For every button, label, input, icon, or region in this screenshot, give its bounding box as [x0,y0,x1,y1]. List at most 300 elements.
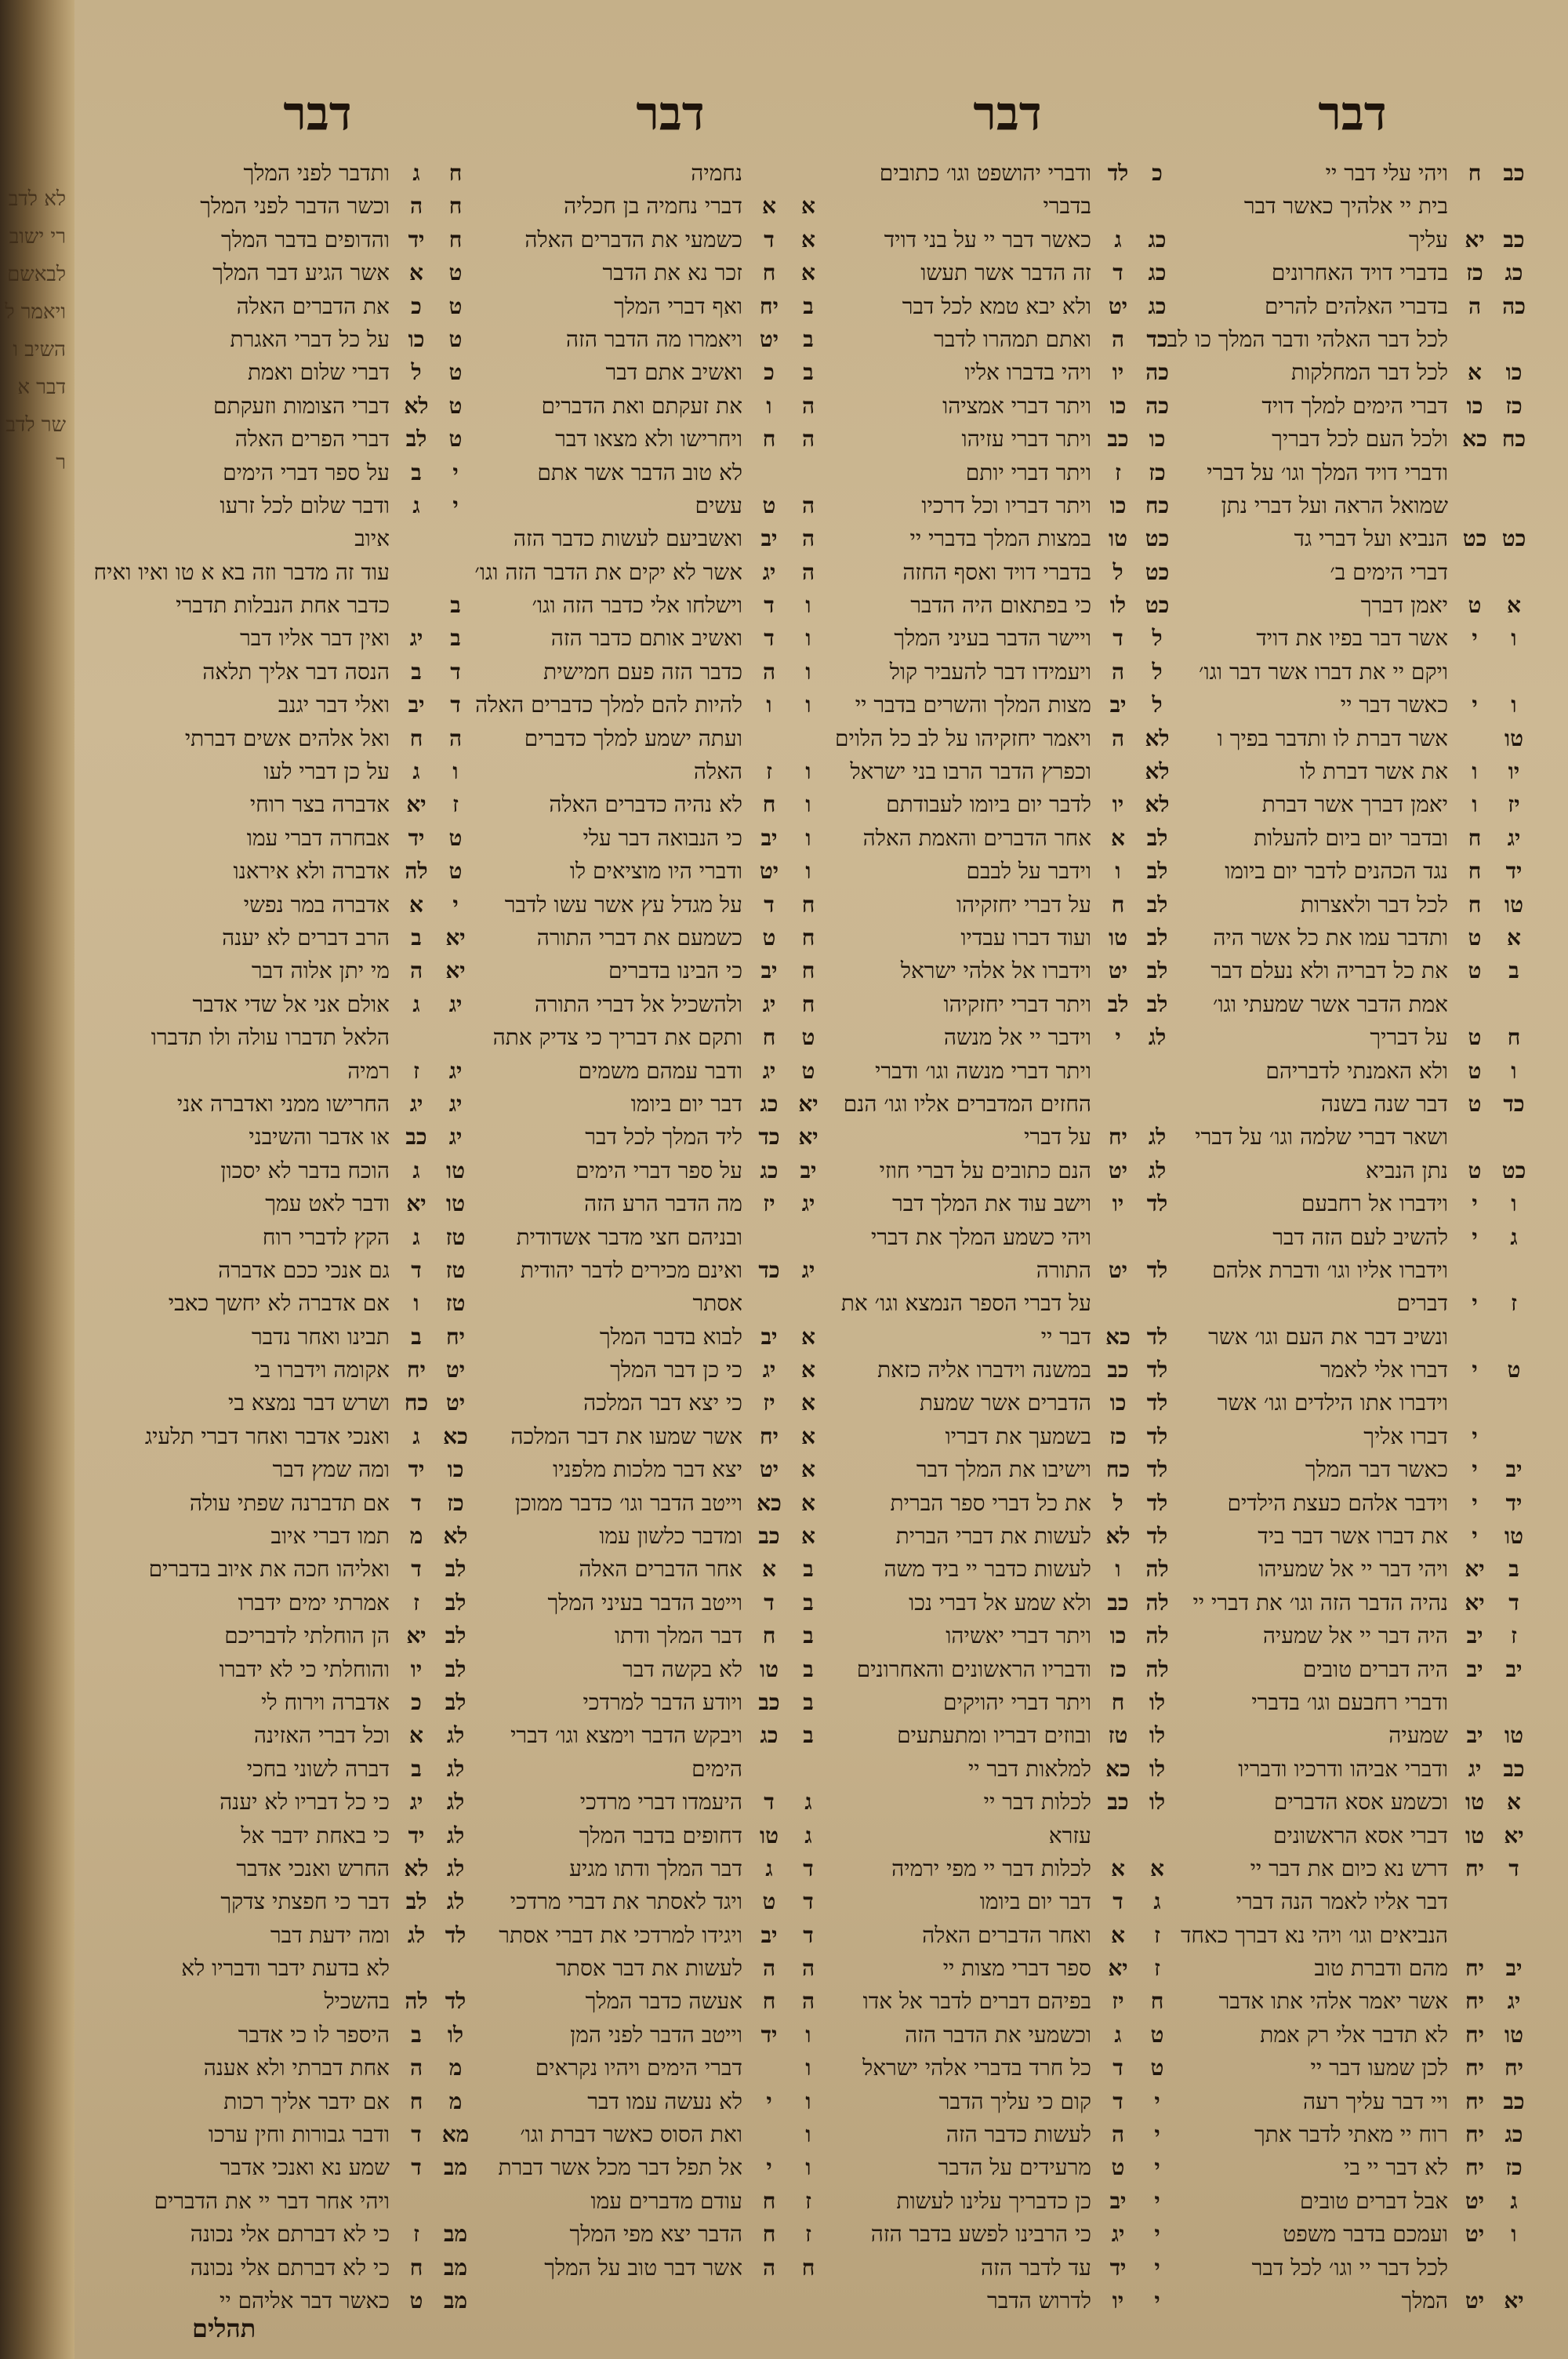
entry-text: כשמעם את דברי התורה [536,924,742,951]
chapter-number: יא [798,1090,818,1117]
concordance-entry [133,456,474,489]
verse-number: כו [1466,392,1483,419]
verse-number: יח [1465,2055,1484,2081]
verse-number: יט [1465,2288,1485,2314]
verse-number: י [1472,1223,1478,1250]
concordance-entry [1188,224,1533,256]
concordance-entry [133,1254,474,1287]
column-4 [93,157,474,2314]
verse-number [1454,1919,1495,1952]
concordance-entry [1188,1420,1533,1453]
concordance-entry [486,2218,827,2251]
concordance-entry [486,1786,827,1819]
entry-text: על כן דברי לעו [263,758,390,785]
chapter-number [1495,1919,1533,1952]
verse-number: יו [1112,791,1124,818]
chapter-number: מב [443,2288,468,2314]
verse-number: לב [405,1888,427,1915]
entry-text: וכשמע אסא הדברים [1273,1789,1448,1816]
entry-text: להשיב לעם הזה דבר [1272,1223,1448,1250]
concordance-entry [486,456,827,489]
concordance-entry [839,1254,1176,1287]
entry-text: הדבר יצא מפי המלך [569,2221,742,2248]
concordance-entry [133,1553,474,1586]
concordance-entry [839,1187,1176,1220]
entry-text: קום כי עליך הדבר [938,2088,1091,2114]
entry-text: היעמדו דברי מרדכי [579,1789,742,1816]
entry-text: הימים [691,1755,742,1782]
chapter-number: יז [1508,791,1520,818]
concordance-entry [839,1819,1176,1852]
entry-text: לבוא בדבר המלך [599,1323,742,1350]
chapter-number: א [801,1323,815,1350]
chapter-number: ל [1152,692,1163,718]
verse-number: כו [1109,1390,1127,1416]
entry-text: ויגידו למרדכי את דברי אסתר [499,1921,742,1948]
concordance-entry [1188,1985,1533,2018]
entry-text: דבר יום ביומו [630,1090,742,1117]
chapter-number: טו [1504,2021,1524,2048]
entry-text: את כל דבריה ולא נעלם דבר [1210,958,1448,984]
concordance-entry [839,1653,1176,1686]
concordance-entry [1188,1121,1533,1154]
concordance-entry [839,622,1176,655]
chapter-number: לב [445,1656,466,1682]
concordance-entry [1188,1686,1533,1719]
verse-number: יג [762,558,776,585]
entry-text: עליך [1408,226,1448,253]
chapter-number: ב [450,625,461,652]
concordance-entry [486,1021,827,1054]
chapter-number: לו [447,2021,464,2048]
chapter-number: כט [1501,1157,1526,1183]
entry-text: דבר המלך ודתו מגיע [569,1855,742,1881]
chapter-number: כח [1145,492,1170,518]
verse-number: לא [404,1855,429,1881]
concordance-entry [839,2284,1176,2317]
entry-text: וידברו אתו הילדים וגו׳ אשר [1217,1390,1448,1416]
concordance-entry [1188,1753,1533,1786]
entry-text: אשר דבר טוב על המלך [544,2254,742,2281]
entry-text: היה דברים טובים [1302,1656,1448,1682]
chapter-number: י [1154,2288,1160,2314]
concordance-entry [1188,1885,1533,1918]
verse-number: ד [1112,1888,1123,1915]
verse-number: ח [1468,824,1482,851]
chapter-number: ו [805,791,811,818]
verse-number: ט [762,1888,776,1915]
entry-text: זה הדבר אשר תעשו [920,260,1091,286]
entry-text: על דברי הספר הנמצא וגו׳ את [840,1290,1091,1317]
verse-number: כט [1462,525,1487,552]
chapter-number: ו [805,2055,811,2081]
chapter-number: לד [445,1988,466,2015]
concordance-entry [486,1852,827,1885]
verse-number: יד [408,824,425,851]
chapter-number: לב [1146,924,1168,951]
concordance-entry [133,1055,474,1088]
chapter-number: יג [448,990,463,1017]
entry-text: לכן שמעו דבר יי [1310,2055,1448,2081]
verse-number: יח [1465,2154,1484,2181]
chapter-number: א [801,1357,815,1383]
chapter-number: ח [801,924,815,951]
entry-text: עוד זה מדבר וזה בא א טו ואיו ואיח [93,558,390,585]
verse-number: ח [762,791,776,818]
chapter-number: כח [1501,426,1526,453]
verse-number: ה [1111,725,1125,751]
verse-number: כו [408,325,425,352]
concordance-entry [486,1819,827,1852]
entry-text: ודברי רחבעם וגו׳ בדברי [1251,1688,1448,1715]
book-binding [0,0,74,2359]
verse-number: ג [412,1423,420,1449]
entry-text: לא בקשה דבר [622,1656,742,1682]
concordance-entry [839,1221,1176,1254]
entry-text: אם תדברנה שפתי עולה [189,1489,390,1516]
chapter-number: לד [1146,1190,1168,1217]
verse-number: יב [1466,1722,1483,1749]
chapter-number: ג [1153,1888,1161,1915]
concordance-entry [133,1287,474,1320]
entry-text: דברי הימים למלך דויד [1261,392,1448,419]
chapter-number: י [1154,2187,1160,2214]
chapter-number: א [801,1390,815,1416]
chapter-number: א [801,260,815,286]
verse-number: כד [758,1256,780,1283]
verse-number: לב [405,426,427,453]
chapter-number: טז [445,1223,466,1250]
concordance-entry [133,2218,474,2251]
entry-text: בדברי דויד ואסף החזה [902,558,1091,585]
chapter-number: ח [801,891,815,918]
entry-text: ולא שמע אל דברי נכו [909,1589,1091,1616]
concordance-entry [133,157,474,190]
entry-text: כאשר דבר יי על בני דויד [884,226,1091,253]
concordance-entry [839,889,1176,921]
concordance-entry [133,1088,474,1121]
entry-text: היה דבר יי אל שמעיה [1262,1623,1448,1649]
concordance-entry [133,1786,474,1819]
chapter-number: יג [448,1057,463,1084]
chapter-number: לד [1146,1256,1168,1283]
running-header-1: דבר [1318,86,1387,141]
chapter-number [1495,1121,1533,1154]
verse-number [749,1221,789,1254]
entry-text: לעשות כדבר יי ביד משה [884,1556,1091,1583]
concordance-entry [486,489,827,522]
concordance-entry [133,1653,474,1686]
verse-number: לה [405,858,428,885]
concordance-entry [133,822,474,855]
entry-text: הנם כתובים על דברי חוזי [879,1157,1091,1183]
chapter-number: י [1154,2154,1160,2181]
verse-number [1454,456,1495,489]
verse-number [1454,2252,1495,2284]
concordance-entry [486,1387,827,1419]
verse-number: כג [760,1157,779,1183]
verse-number: ט [1111,2154,1125,2181]
chapter-number: טו [445,1190,466,1217]
entry-text: לא תדבר אלי רק אמת [1260,2021,1448,2048]
verse-number: א [1111,1921,1125,1948]
entry-text: את הדברים האלה [236,293,390,319]
concordance-entry [133,656,474,689]
concordance-entry [133,622,474,655]
entry-text: דברו אלי לאמר [1319,1357,1448,1383]
entry-text: אם ידבר אליך רכות [223,2088,390,2114]
verse-number: יט [1108,958,1128,984]
entry-text: כי הנבואה דבר עלי [583,824,742,851]
entry-text: לא נעשה עמו דבר [587,2088,742,2114]
concordance-entry [133,589,474,622]
entry-text: זכר נא את הדבר [602,260,742,286]
verse-number: י [1472,1190,1478,1217]
entry-text: ותדבר לפני המלך [243,160,390,186]
chapter-number: ו [1511,2221,1517,2248]
concordance-entry [839,157,1176,190]
verse-number: ב [411,2021,422,2048]
verse-number: י [1472,1357,1478,1383]
verse-number [396,1952,437,1985]
chapter-number: לו [1149,1789,1166,1816]
concordance-entry [839,522,1176,555]
entry-text: האלה [693,758,742,785]
concordance-entry [839,1121,1176,1154]
verse-number: ח [762,1024,776,1051]
concordance-entry [839,1553,1176,1586]
entry-text: ויתר דברי אמציהו [942,392,1091,419]
entry-text: וידבר על לבבם [966,858,1091,885]
concordance-entry [1188,855,1533,888]
entry-text: הוכח בדבר לא יסכון [220,1157,390,1183]
verse-number: כז [1109,1423,1127,1449]
verse-number: ב [411,924,422,951]
concordance-entry [839,1021,1176,1054]
concordance-entry [1188,1088,1533,1121]
entry-text: ודבר שלום לכל זרעו [220,492,390,518]
verse-number: יו [1112,2288,1124,2314]
verse-number: ד [764,592,775,619]
chapter-number: ט [801,1024,815,1051]
entry-text: בשמעך את דבריו [945,1423,1091,1449]
entry-text: לכל דבר המחלקות [1291,359,1448,386]
chapter-number: ג [804,1822,812,1848]
chapter-number: לג [446,1722,465,1749]
chapter-number: כה [1145,392,1169,419]
chapter-number: ב [803,1656,814,1682]
concordance-entry [133,921,474,954]
entry-text: ויאמר יחזקיהו על לב כל הלוים [835,725,1091,751]
chapter-number: ח [801,958,815,984]
verse-number: י [1472,1523,1478,1550]
entry-text: בדברי דויד האחרונים [1271,260,1448,286]
verse-number: ו [766,692,772,718]
concordance-entry [1188,256,1533,289]
entry-text: בדברי האלהים להרים [1264,293,1448,319]
chapter-number [1138,1055,1176,1088]
concordance-entry [839,1321,1176,1354]
entry-text: דבר יי [1040,1323,1091,1350]
entry-text: החזים המדברים אליו וגו׳ הנם [843,1090,1091,1117]
chapter-number: יט [445,1357,466,1383]
concordance-entry [1188,822,1533,855]
entry-text: ולכל העם לכל דבריך [1272,426,1448,453]
entry-text: נגד הכהנים לדבר יום ביומו [1225,858,1448,885]
concordance-entry [133,1453,474,1486]
entry-text: ואינם מכירים לדבר יהודית [520,1256,742,1283]
chapter-number [437,1952,474,1985]
entry-text: לכל דבר האלהי ודבר המלך כו לב [1167,325,1448,352]
concordance-entry [1188,988,1533,1021]
entry-text: כי כן דבר המלך [610,1357,742,1383]
concordance-entry [486,1719,827,1752]
chapter-number: ט [448,260,463,286]
concordance-entry [486,323,827,356]
concordance-entry [133,889,474,921]
verse-number: כז [1466,260,1483,286]
verse-number: ה [1111,325,1125,352]
concordance-entry [133,190,474,223]
concordance-entry [133,323,474,356]
chapter-number: כא [443,1423,468,1449]
entry-text: נהיה הדבר הזה וגו׳ את דברי יי [1192,1589,1448,1616]
chapter-number: לד [1146,1390,1168,1416]
entry-text: אולם אני אל שדי אדבר [192,990,390,1017]
entry-text: ושאר דברי שלמה וגו׳ על דברי [1195,1124,1448,1150]
entry-text: יאמן דברך אשר דברת [1261,791,1448,818]
chapter-number: לד [1146,1489,1168,1516]
chapter-number: ד [450,692,461,718]
chapter-number: ו [805,592,811,619]
chapter-number: יג [1507,1988,1521,2015]
entry-text: על ספר דברי הימים [575,1157,742,1183]
verse-number: ח [762,2187,776,2214]
concordance-entry [486,822,827,855]
chapter-number: ה [801,426,815,453]
chapter-number: מב [443,2154,468,2181]
concordance-entry [133,1587,474,1619]
verse-number [1098,1088,1138,1121]
entry-text: לא טוב הדבר אשר אתם [537,459,742,485]
concordance-entry [474,556,827,589]
concordance-entry [133,1387,474,1419]
chapter-number: ז [1511,1290,1517,1317]
concordance-entry [839,1786,1176,1819]
chapter-number: ג [804,1789,812,1816]
entry-text: אדברה בצר רוחי [249,791,390,818]
chapter-number: ז [805,2221,811,2248]
chapter-number: מא [441,2121,470,2148]
entry-text: דברי הצומות וזעקתם [213,392,390,419]
concordance-entry [839,1753,1176,1786]
verse-number: יט [759,1456,779,1483]
concordance-entry [133,954,474,987]
chapter-number: טו [1504,1722,1524,1749]
entry-text: לכל דבר ולאצרות [1300,891,1448,918]
verse-number: יב [408,692,425,718]
verse-number: א [1111,1855,1125,1881]
entry-text: ואשיב אתם דבר [605,359,742,386]
entry-text: ודבריו הראשונים והאחרונים [856,1656,1091,1682]
entry-text: אבל דברים טובים [1299,2187,1448,2214]
concordance-entry [133,522,474,555]
chapter-number: כז [1149,459,1166,485]
concordance-entry [133,1420,474,1453]
chapter-number: ו [805,692,811,718]
chapter-number: יא [798,1124,818,1150]
verse-number [749,456,789,489]
entry-text: ובניהם חצי מדבר אשדודית [516,1223,742,1250]
chapter-number: לד [445,1921,466,1948]
chapter-number [437,522,474,555]
entry-text: ויתר דברי יהויקים [943,1688,1091,1715]
entry-text: אשר לא יקים את הדבר הזה וגו׳ [474,558,742,585]
concordance-entry [486,1686,827,1719]
concordance-entry [1188,1719,1533,1752]
entry-text: דברי הימים ויהיו נקראים [535,2055,742,2081]
verse-number: יב [1466,1623,1483,1649]
entry-text: דבר המלך ודתו [615,1623,742,1649]
entry-text: כל חרד בדברי אלהי ישראל [862,2055,1091,2081]
column-2 [835,157,1176,2314]
chapter-number: כט [1145,525,1170,552]
concordance-entry [839,1719,1176,1752]
verse-number: טו [1465,1822,1485,1848]
entry-text: אדברה במר נפשי [243,891,390,918]
chapter-number: לג [446,1755,465,1782]
concordance-entry [1188,1287,1533,1320]
verse-number: ח [762,1623,776,1649]
entry-text: בפיהם דברים לדבר אל אדו [862,1988,1091,2015]
entry-text: ובוזים דבריו ומתעתעים [897,1722,1091,1749]
chapter-number: לו [1149,1688,1166,1715]
verse-number: ד [411,2121,422,2148]
verse-number: ז [413,1057,419,1084]
verse-number: ח [762,426,776,453]
entry-text: ועוד דברו עבדיו [960,924,1091,951]
entry-text: כן כדבריך עלינו לעשות [896,2187,1091,2214]
chapter-number: לה [1145,1623,1169,1649]
entry-text: אקומה וידברו בי [254,1357,390,1383]
chapter-number: יא [445,924,466,951]
verse-number: ו [766,392,772,419]
chapter-number: לג [1148,1024,1167,1051]
chapter-number: ט [448,426,463,453]
entry-text: ודבר גבורות וחין ערכו [208,2121,390,2148]
verse-number: ח [1111,1688,1125,1715]
concordance-entry [133,2118,474,2151]
entry-text: לעשות את דברי הברית [895,1523,1091,1550]
concordance-entry [839,1587,1176,1619]
concordance-entry [1188,1587,1533,1619]
entry-text: וידברו אל רחבעם [1301,1190,1448,1217]
entry-text: לא נהיה כדברים האלה [549,791,742,818]
verse-number: ד [411,1489,422,1516]
verse-number: ד [764,1789,775,1816]
verse-number: ד [1112,260,1123,286]
concordance-entry [486,1520,827,1553]
concordance-entry [133,489,474,522]
chapter-number: יא [1504,1822,1524,1848]
chapter-number: ו [805,2121,811,2148]
verse-number [749,157,789,190]
entry-text: כי בפתאום היה הדבר [910,592,1091,619]
chapter-number: לג [446,1789,465,1816]
chapter-number: ב [1508,958,1519,984]
chapter-number: ט [801,1057,815,1084]
verse-number [396,1021,437,1054]
